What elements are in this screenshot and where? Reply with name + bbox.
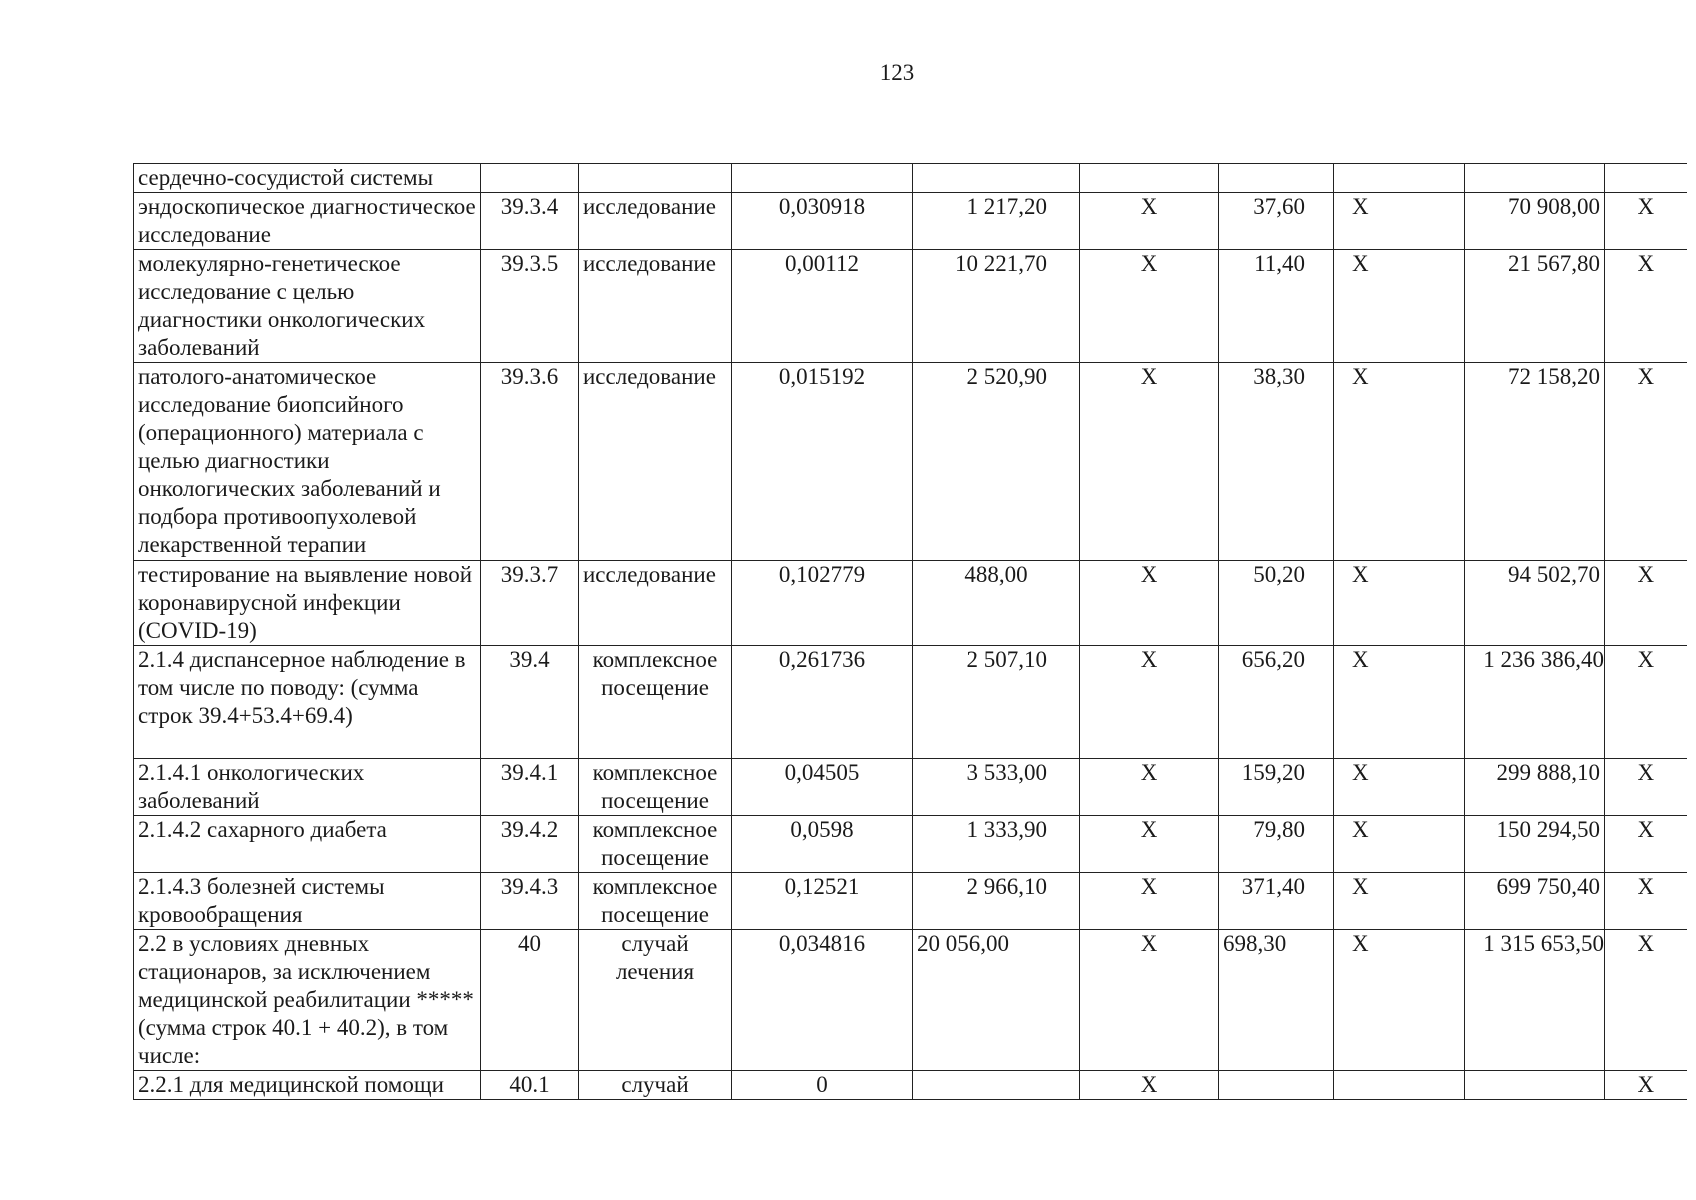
table-row bbox=[134, 1071, 1687, 1100]
row-x2: X bbox=[1334, 873, 1465, 930]
row-x1: X bbox=[1080, 759, 1219, 816]
table-row bbox=[134, 930, 1687, 1071]
row-norm bbox=[732, 164, 913, 193]
table-row bbox=[134, 646, 1687, 759]
row-x2 bbox=[1334, 164, 1465, 193]
row-x1: X bbox=[1080, 1071, 1219, 1100]
row-unit: случай bbox=[579, 1071, 732, 1100]
row-x3: X bbox=[1605, 193, 1687, 250]
row-unit: исследование bbox=[579, 561, 732, 646]
row-name: молекулярно-генетическое исследование с целью диагностики онкологических заболеваний bbox=[134, 250, 481, 363]
row-unit: комплексное посещение bbox=[579, 646, 732, 759]
row-code: 40.1 bbox=[481, 1071, 579, 1100]
row-name: 2.1.4.1 онкологических заболеваний bbox=[134, 759, 481, 816]
row-x3: X bbox=[1605, 816, 1687, 873]
row-norm: 0 bbox=[732, 1071, 913, 1100]
row-x1: X bbox=[1080, 193, 1219, 250]
row-x3: X bbox=[1605, 363, 1687, 561]
row-norm: 0,015192 bbox=[732, 363, 913, 561]
row-unit: случай лечения bbox=[579, 930, 732, 1071]
row-name: сердечно-сосудистой системы bbox=[134, 164, 481, 193]
data-table bbox=[133, 163, 1687, 1100]
row-x3 bbox=[1605, 164, 1687, 193]
row-x1 bbox=[1080, 164, 1219, 193]
row-unit: комплексное посещение bbox=[579, 873, 732, 930]
row-name: 2.2.1 для медицинской помощи bbox=[134, 1071, 481, 1100]
row-unit bbox=[579, 164, 732, 193]
row-x1: X bbox=[1080, 561, 1219, 646]
row-per-capita: 159,20 bbox=[1219, 759, 1334, 816]
row-code: 39.4.1 bbox=[481, 759, 579, 816]
row-per-capita: 656,20 bbox=[1219, 646, 1334, 759]
row-x3: X bbox=[1605, 1071, 1687, 1100]
row-cost: 3 533,00 bbox=[913, 759, 1080, 816]
row-unit: комплексное посещение bbox=[579, 816, 732, 873]
row-code bbox=[481, 164, 579, 193]
row-total: 1 315 653,50 bbox=[1465, 930, 1605, 1071]
row-name: тестирование на выявление новой коронавирусной инфекции (COVID-19) bbox=[134, 561, 481, 646]
row-x2: X bbox=[1334, 250, 1465, 363]
table-row bbox=[134, 759, 1687, 816]
row-x1: X bbox=[1080, 250, 1219, 363]
row-cost: 2 507,10 bbox=[913, 646, 1080, 759]
row-per-capita: 50,20 bbox=[1219, 561, 1334, 646]
row-cost: 10 221,70 bbox=[913, 250, 1080, 363]
row-cost bbox=[913, 164, 1080, 193]
row-total: 1 236 386,40 bbox=[1465, 646, 1605, 759]
row-name: 2.1.4.2 сахарного диабета bbox=[134, 816, 481, 873]
row-x2: X bbox=[1334, 193, 1465, 250]
row-per-capita bbox=[1219, 1071, 1334, 1100]
table-row bbox=[134, 193, 1687, 250]
row-per-capita: 79,80 bbox=[1219, 816, 1334, 873]
row-per-capita bbox=[1219, 164, 1334, 193]
row-norm: 0,0598 bbox=[732, 816, 913, 873]
table-row bbox=[134, 250, 1687, 363]
row-x2: X bbox=[1334, 363, 1465, 561]
row-name: 2.1.4.3 болезней системы кровообращения bbox=[134, 873, 481, 930]
row-name: 2.1.4 диспансерное наблюдение в том числе по поводу: (сумма строк 39.4+53.4+69.4) bbox=[134, 646, 481, 759]
row-total: 70 908,00 bbox=[1465, 193, 1605, 250]
row-unit: комплексное посещение bbox=[579, 759, 732, 816]
row-code: 39.3.6 bbox=[481, 363, 579, 561]
row-unit: исследование bbox=[579, 193, 732, 250]
row-total: 21 567,80 bbox=[1465, 250, 1605, 363]
table-row bbox=[134, 816, 1687, 873]
row-x2: X bbox=[1334, 816, 1465, 873]
table-row bbox=[134, 873, 1687, 930]
row-name: 2.2 в условиях дневных стационаров, за исключением медицинской реабилитации ***** (сумма строк 40.1 + 40.2), в том числе: bbox=[134, 930, 481, 1071]
row-per-capita: 38,30 bbox=[1219, 363, 1334, 561]
row-code: 40 bbox=[481, 930, 579, 1071]
page-number: 123 bbox=[879, 60, 915, 85]
row-cost: 2 520,90 bbox=[913, 363, 1080, 561]
row-cost bbox=[913, 1071, 1080, 1100]
row-code: 39.4.2 bbox=[481, 816, 579, 873]
row-cost: 488,00 bbox=[913, 561, 1080, 646]
row-x3: X bbox=[1605, 561, 1687, 646]
row-x1: X bbox=[1080, 646, 1219, 759]
row-code: 39.3.4 bbox=[481, 193, 579, 250]
row-total bbox=[1465, 164, 1605, 193]
row-x2: X bbox=[1334, 930, 1465, 1071]
row-x3: X bbox=[1605, 873, 1687, 930]
row-total: 72 158,20 bbox=[1465, 363, 1605, 561]
row-total bbox=[1465, 1071, 1605, 1100]
row-x1: X bbox=[1080, 363, 1219, 561]
row-code: 39.4.3 bbox=[481, 873, 579, 930]
row-norm: 0,12521 bbox=[732, 873, 913, 930]
row-x3: X bbox=[1605, 759, 1687, 816]
row-norm: 0,030918 bbox=[732, 193, 913, 250]
row-name: эндоскопическое диагностическое исследование bbox=[134, 193, 481, 250]
row-unit: исследование bbox=[579, 363, 732, 561]
row-x2 bbox=[1334, 1071, 1465, 1100]
row-cost: 1 217,20 bbox=[913, 193, 1080, 250]
row-unit: исследование bbox=[579, 250, 732, 363]
table-row bbox=[134, 164, 1687, 193]
row-x1: X bbox=[1080, 816, 1219, 873]
row-x2: X bbox=[1334, 759, 1465, 816]
row-name: патолого-анатомическое исследование биопсийного (операционного) материала с целью диагностики онкологических заболеваний и подбора противоопухолевой лекарственной терапии bbox=[134, 363, 481, 561]
row-per-capita: 11,40 bbox=[1219, 250, 1334, 363]
row-x2: X bbox=[1334, 646, 1465, 759]
row-per-capita: 37,60 bbox=[1219, 193, 1334, 250]
row-norm: 0,034816 bbox=[732, 930, 913, 1071]
row-code: 39.3.7 bbox=[481, 561, 579, 646]
row-total: 150 294,50 bbox=[1465, 816, 1605, 873]
row-x3: X bbox=[1605, 250, 1687, 363]
row-x1: X bbox=[1080, 930, 1219, 1071]
row-per-capita: 698,30 bbox=[1219, 930, 1334, 1071]
row-norm: 0,04505 bbox=[732, 759, 913, 816]
row-total: 94 502,70 bbox=[1465, 561, 1605, 646]
row-cost: 20 056,00 bbox=[913, 930, 1080, 1071]
row-total: 699 750,40 bbox=[1465, 873, 1605, 930]
row-norm: 0,102779 bbox=[732, 561, 913, 646]
row-x2: X bbox=[1334, 561, 1465, 646]
row-x1: X bbox=[1080, 873, 1219, 930]
row-per-capita: 371,40 bbox=[1219, 873, 1334, 930]
row-total: 299 888,10 bbox=[1465, 759, 1605, 816]
row-x3: X bbox=[1605, 930, 1687, 1071]
row-x3: X bbox=[1605, 646, 1687, 759]
row-cost: 2 966,10 bbox=[913, 873, 1080, 930]
table-row bbox=[134, 363, 1687, 561]
row-code: 39.3.5 bbox=[481, 250, 579, 363]
row-norm: 0,261736 bbox=[732, 646, 913, 759]
row-norm: 0,00112 bbox=[732, 250, 913, 363]
row-cost: 1 333,90 bbox=[913, 816, 1080, 873]
table-row bbox=[134, 561, 1687, 646]
row-code: 39.4 bbox=[481, 646, 579, 759]
